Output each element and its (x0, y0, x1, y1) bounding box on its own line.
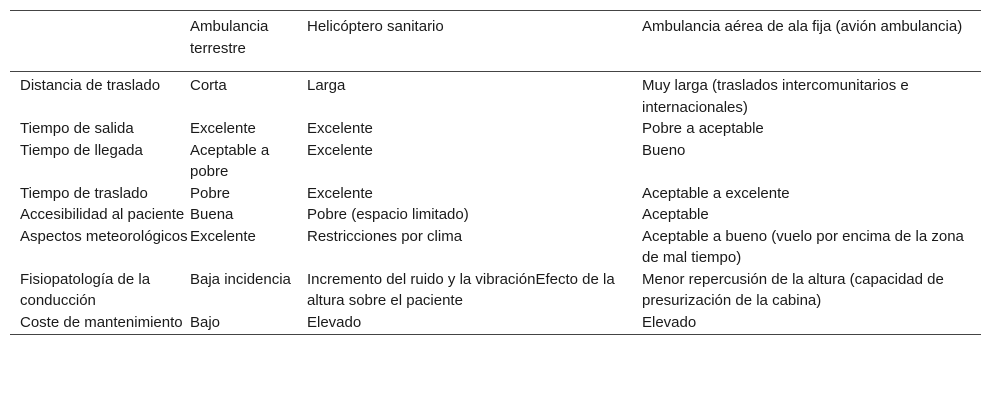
cell-ground: Pobre (190, 184, 231, 202)
row-label: Fisiopatología de la conducción (20, 270, 151, 309)
header-row (10, 11, 981, 72)
cell-fixed-wing: Pobre a aceptable (642, 120, 764, 137)
cell-fixed-wing: Muy larga (traslados intercomunitarios e internacionales) (642, 77, 909, 116)
comparison-table (10, 10, 981, 335)
header-cell-helicopter: Helicóptero sanitario (307, 18, 444, 35)
cell-helicopter: Pobre (espacio limitado) (307, 206, 469, 223)
header-cell-ground-ambulance: Ambulancia terrestre (190, 18, 269, 57)
row-label: Tiempo de salida (20, 120, 134, 137)
cell-helicopter: Larga (307, 77, 346, 94)
cell-ground: Excelente (190, 120, 256, 137)
table-row (10, 226, 981, 269)
table-row (10, 118, 981, 140)
cell-helicopter: Elevado (307, 313, 362, 331)
table-body (10, 72, 981, 335)
cell-fixed-wing: Menor repercusión de la altura (capacidad de presurización de la cabina) (642, 270, 944, 309)
table-row (10, 269, 981, 312)
cell-helicopter: Excelente (307, 120, 373, 137)
row-label: Aspectos meteorológicos (20, 227, 188, 245)
cell-fixed-wing: Aceptable a bueno (vuelo por encima de la zona de mal tiempo) (642, 227, 964, 266)
table-row (10, 312, 981, 335)
table-row (10, 140, 981, 183)
cell-ground: Baja incidencia (190, 270, 291, 288)
header-cell-feature (10, 11, 190, 72)
row-label: Distancia de traslado (20, 77, 161, 94)
cell-fixed-wing: Aceptable (642, 206, 709, 223)
header-cell-fixed-wing: Ambulancia aérea de ala fija (avión ambulancia) (642, 18, 963, 35)
table-row (10, 204, 981, 226)
row-label: Coste de mantenimiento (20, 313, 183, 331)
cell-helicopter: Restricciones por clima (307, 227, 463, 245)
cell-ground: Excelente (190, 227, 256, 245)
table-row (10, 72, 981, 119)
cell-fixed-wing: Elevado (642, 313, 697, 331)
table-row (10, 183, 981, 205)
cell-ground: Bajo (190, 313, 221, 331)
row-label: Accesibilidad al paciente (20, 206, 185, 223)
cell-helicopter: Incremento del ruido y la vibraciónEfecto de la altura sobre el paciente (307, 270, 615, 309)
cell-fixed-wing: Aceptable a excelente (642, 184, 790, 202)
cell-ground: Corta (190, 77, 227, 94)
table-header (10, 11, 981, 72)
cell-helicopter: Excelente (307, 141, 373, 159)
row-label: Tiempo de llegada (20, 141, 143, 159)
row-label: Tiempo de traslado (20, 184, 148, 202)
cell-fixed-wing: Bueno (642, 141, 686, 159)
cell-ground: Aceptable a pobre (190, 141, 270, 180)
cell-ground: Buena (190, 206, 234, 223)
cell-helicopter: Excelente (307, 184, 373, 202)
